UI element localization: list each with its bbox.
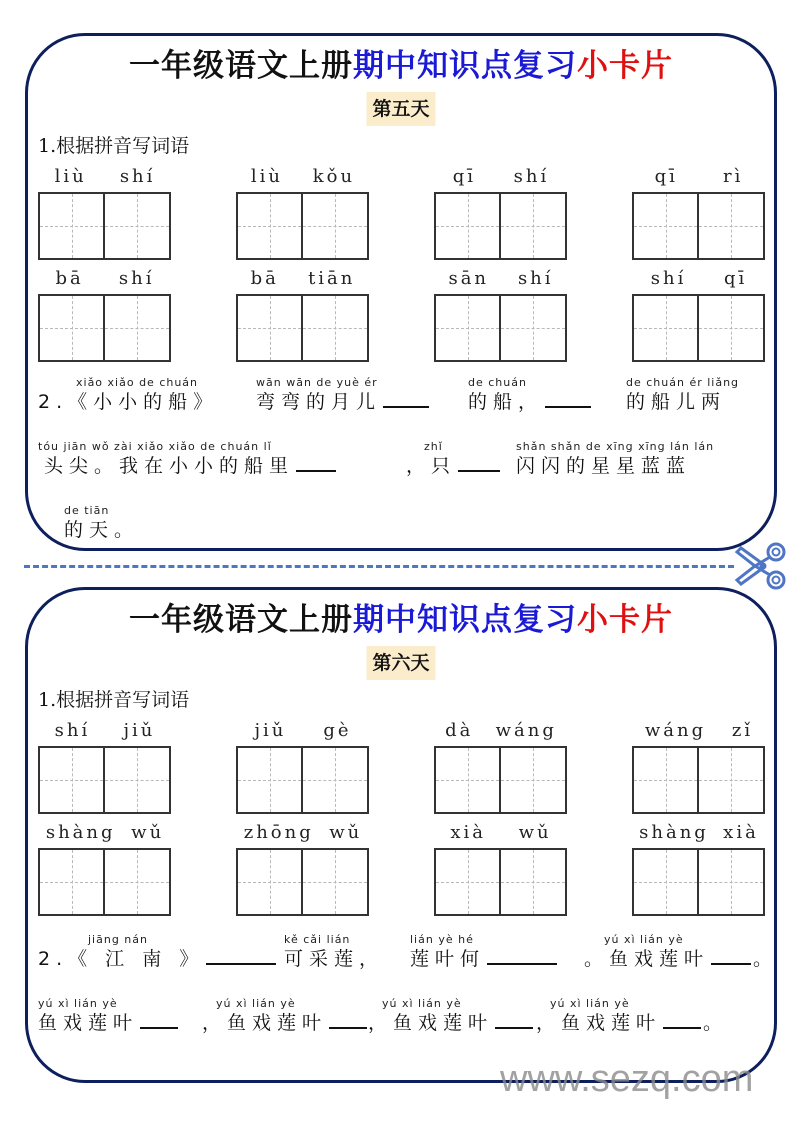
- pinyin-annotation: jiāng nán: [88, 933, 148, 946]
- pinyin-syllable: bā: [55, 268, 84, 289]
- word-item: [236, 718, 370, 814]
- pinyin-word-grid: [38, 718, 766, 916]
- passage-text: ，鱼戏莲叶: [368, 1012, 494, 1034]
- pinyin-annotation: xiǎo xiǎo de chuán: [76, 376, 199, 389]
- section-title-pinyin-words: 1.根据拼音写词语: [38, 135, 190, 157]
- passage-text: 弯弯的月儿: [256, 391, 382, 413]
- pinyin-syllable: gè: [323, 720, 352, 741]
- pinyin-syllable: qī: [723, 268, 748, 289]
- passage-text: 。: [753, 948, 779, 970]
- passage-segment: [38, 440, 338, 478]
- pinyin-syllable: xià: [450, 822, 486, 843]
- pinyin-annotation: yú xì lián yè: [216, 997, 296, 1010]
- passage-text: 闪闪的星星蓝蓝: [516, 455, 692, 477]
- fill-blank[interactable]: [458, 454, 500, 472]
- passage-segment: [64, 504, 139, 542]
- pinyin-annotation: yú xì lián yè: [382, 997, 462, 1010]
- pinyin-label: [38, 164, 172, 192]
- passage-text: ，只: [406, 455, 457, 477]
- word-item: [38, 820, 172, 916]
- title-red-part: 小卡片: [577, 48, 673, 84]
- pinyin-syllable: tiān: [308, 268, 356, 289]
- tianzige-box[interactable]: [38, 746, 105, 814]
- tianzige-box[interactable]: [699, 294, 765, 362]
- passage-text: 2.《 江 南 》: [38, 948, 205, 970]
- tianzige-box[interactable]: [236, 746, 303, 814]
- passage-line: [38, 376, 760, 436]
- passage-text: 鱼戏莲叶: [38, 1012, 139, 1034]
- passage-segment: [38, 376, 218, 414]
- pinyin-syllable: wǔ: [131, 822, 165, 843]
- pinyin-annotation: yú xì lián yè: [38, 997, 118, 1010]
- pinyin-syllable: wǔ: [329, 822, 363, 843]
- passage-text: 的船儿两: [626, 391, 727, 413]
- tianzige-box[interactable]: [632, 192, 699, 260]
- word-item: [632, 266, 766, 362]
- pinyin-label: [632, 266, 766, 294]
- tianzige-box[interactable]: [105, 848, 171, 916]
- review-card-day6: [25, 587, 777, 1083]
- tianzige-box[interactable]: [632, 746, 699, 814]
- pinyin-annotation: de chuán ér liǎng: [626, 376, 740, 389]
- fill-blank[interactable]: [545, 390, 591, 408]
- fill-blank[interactable]: [495, 1011, 533, 1029]
- passage-segment: [516, 440, 714, 478]
- passage-segment: [256, 376, 431, 414]
- tianzige-box[interactable]: [236, 192, 303, 260]
- tianzige-box[interactable]: [236, 848, 303, 916]
- pinyin-label: [236, 718, 370, 746]
- word-item: [38, 266, 172, 362]
- tianzige-box[interactable]: [501, 746, 567, 814]
- pinyin-syllable: kǒu: [312, 166, 356, 187]
- passage-fill-in: [38, 376, 760, 564]
- section-title-pinyin-words: 1.根据拼音写词语: [38, 689, 190, 711]
- passage-fill-in: [38, 933, 779, 1057]
- pinyin-syllable: wáng: [495, 720, 557, 741]
- pinyin-annotation: lián yè hé: [410, 933, 474, 946]
- fill-blank[interactable]: [206, 947, 276, 965]
- watermark: www.sezq.com: [500, 1058, 754, 1100]
- pinyin-syllable: wáng: [644, 720, 707, 741]
- word-item: [236, 266, 370, 362]
- passage-line: [38, 997, 760, 1057]
- passage-segment: [202, 997, 369, 1035]
- fill-blank[interactable]: [663, 1011, 701, 1029]
- pinyin-syllable: rì: [723, 166, 744, 187]
- pinyin-syllable: bā: [250, 268, 279, 289]
- fill-blank[interactable]: [711, 947, 751, 965]
- tianzige-box[interactable]: [434, 192, 501, 260]
- passage-segment: [536, 997, 728, 1035]
- passage-segment: [38, 997, 180, 1035]
- pinyin-label: [236, 164, 370, 192]
- pinyin-syllable: shí: [650, 268, 687, 289]
- fill-blank[interactable]: [383, 390, 429, 408]
- pinyin-annotation: shǎn shǎn de xīng xīng lán lán: [516, 440, 715, 453]
- tianzige-box[interactable]: [632, 294, 699, 362]
- pinyin-syllable: jiǔ: [254, 720, 287, 741]
- pinyin-syllable: shí: [119, 166, 156, 187]
- passage-text: ，鱼戏莲叶: [202, 1012, 328, 1034]
- pinyin-syllable: shí: [118, 268, 155, 289]
- passage-line: [38, 504, 760, 564]
- pinyin-syllable: wǔ: [518, 822, 552, 843]
- title-blue-part: 期中知识点复习: [353, 602, 577, 638]
- pinyin-syllable: jiǔ: [123, 720, 156, 741]
- tianzige-box[interactable]: [38, 192, 105, 260]
- word-item: [632, 718, 766, 814]
- card-title: [28, 46, 774, 86]
- passage-segment: [284, 933, 384, 971]
- tianzige-box[interactable]: [501, 848, 567, 916]
- tianzige-box[interactable]: [303, 746, 369, 814]
- tianzige-box[interactable]: [303, 294, 369, 362]
- card-title: [28, 600, 774, 640]
- tianzige-box[interactable]: [105, 294, 171, 362]
- passage-line: [38, 440, 760, 500]
- passage-text: 头尖。我在小小的船里: [44, 455, 295, 477]
- passage-text: 可采莲，: [284, 948, 385, 970]
- pinyin-annotation: de chuán: [468, 376, 527, 389]
- passage-segment: [368, 997, 535, 1035]
- passage-segment: [468, 376, 593, 414]
- pinyin-syllable: liù: [250, 166, 283, 187]
- pinyin-label: [632, 164, 766, 192]
- passage-segment: [410, 933, 559, 971]
- pinyin-syllable: xià: [723, 822, 759, 843]
- pinyin-syllable: liù: [54, 166, 87, 187]
- word-item: [434, 820, 568, 916]
- tianzige-box[interactable]: [699, 848, 765, 916]
- cut-dashed-line: [24, 565, 734, 568]
- pinyin-syllable: shí: [54, 720, 91, 741]
- word-item: [236, 164, 370, 260]
- pinyin-label: [38, 718, 172, 746]
- pinyin-label: [434, 266, 568, 294]
- pinyin-annotation: de tiān: [64, 504, 110, 517]
- tianzige-box[interactable]: [236, 294, 303, 362]
- pinyin-syllable: qī: [452, 166, 477, 187]
- passage-text: ，鱼戏莲叶: [536, 1012, 662, 1034]
- title-blue-part: 期中知识点复习: [353, 48, 577, 84]
- pinyin-label: [38, 820, 172, 848]
- word-item: [632, 164, 766, 260]
- passage-text: 。: [703, 1012, 729, 1034]
- tianzige-box[interactable]: [434, 746, 501, 814]
- pinyin-label: [38, 266, 172, 294]
- fill-blank[interactable]: [487, 947, 557, 965]
- pinyin-syllable: sān: [448, 268, 490, 289]
- word-item: [434, 718, 568, 814]
- passage-segment: [38, 933, 278, 971]
- pinyin-label: [434, 718, 568, 746]
- passage-line: [38, 933, 779, 993]
- pinyin-label: [434, 164, 568, 192]
- pinyin-syllable: zǐ: [731, 720, 754, 741]
- fill-blank[interactable]: [329, 1011, 367, 1029]
- pinyin-label: [236, 266, 370, 294]
- title-black-part: 一年级语文上册: [129, 602, 353, 638]
- pinyin-label: [632, 820, 766, 848]
- pinyin-annotation: wān wān de yuè ér: [256, 376, 378, 389]
- tianzige-box[interactable]: [501, 192, 567, 260]
- word-item: [38, 718, 172, 814]
- passage-text: 。鱼戏莲叶: [584, 948, 710, 970]
- tianzige-box[interactable]: [303, 192, 369, 260]
- tianzige-box[interactable]: [632, 848, 699, 916]
- tianzige-box[interactable]: [105, 192, 171, 260]
- pinyin-annotation: zhǐ: [424, 440, 443, 453]
- tianzige-box[interactable]: [434, 294, 501, 362]
- tianzige-box[interactable]: [699, 746, 765, 814]
- tianzige-box[interactable]: [501, 294, 567, 362]
- passage-text: 莲叶何: [410, 948, 486, 970]
- passage-text: 的天。: [64, 519, 140, 541]
- pinyin-label: [434, 820, 568, 848]
- pinyin-word-grid: [38, 164, 766, 362]
- pinyin-syllable: qī: [654, 166, 678, 187]
- fill-blank[interactable]: [140, 1011, 178, 1029]
- word-item: [632, 820, 766, 916]
- pinyin-annotation: yú xì lián yè: [550, 997, 630, 1010]
- title-red-part: 小卡片: [577, 602, 673, 638]
- passage-segment: [626, 376, 739, 414]
- pinyin-syllable: dà: [445, 720, 474, 741]
- day-badge: 第五天: [366, 92, 435, 126]
- tianzige-box[interactable]: [105, 746, 171, 814]
- pinyin-syllable: shàng: [45, 822, 116, 843]
- pinyin-annotation: tóu jiān wǒ zài xiǎo xiǎo de chuán lǐ: [38, 440, 272, 453]
- passage-text: 的船，: [468, 391, 544, 413]
- word-item: [434, 266, 568, 362]
- passage-segment: [406, 440, 502, 478]
- title-black-part: 一年级语文上册: [129, 48, 353, 84]
- day-badge: 第六天: [366, 646, 435, 680]
- tianzige-box[interactable]: [434, 848, 501, 916]
- review-card-day5: [25, 33, 777, 551]
- pinyin-label: [236, 820, 370, 848]
- passage-segment: [584, 933, 778, 971]
- tianzige-box[interactable]: [38, 848, 105, 916]
- pinyin-label: [632, 718, 766, 746]
- pinyin-annotation: kě cǎi lián: [284, 933, 351, 946]
- tianzige-box[interactable]: [38, 294, 105, 362]
- scissors-icon: [733, 540, 789, 592]
- pinyin-syllable: shí: [517, 268, 554, 289]
- word-item: [434, 164, 568, 260]
- word-item: [236, 820, 370, 916]
- tianzige-box[interactable]: [699, 192, 765, 260]
- pinyin-syllable: shí: [513, 166, 550, 187]
- passage-text: 2.《小小的船》: [38, 391, 219, 413]
- fill-blank[interactable]: [296, 454, 336, 472]
- word-item: [38, 164, 172, 260]
- tianzige-box[interactable]: [303, 848, 369, 916]
- pinyin-annotation: yú xì lián yè: [604, 933, 684, 946]
- pinyin-syllable: shàng: [639, 822, 709, 843]
- pinyin-syllable: zhōng: [243, 822, 314, 843]
